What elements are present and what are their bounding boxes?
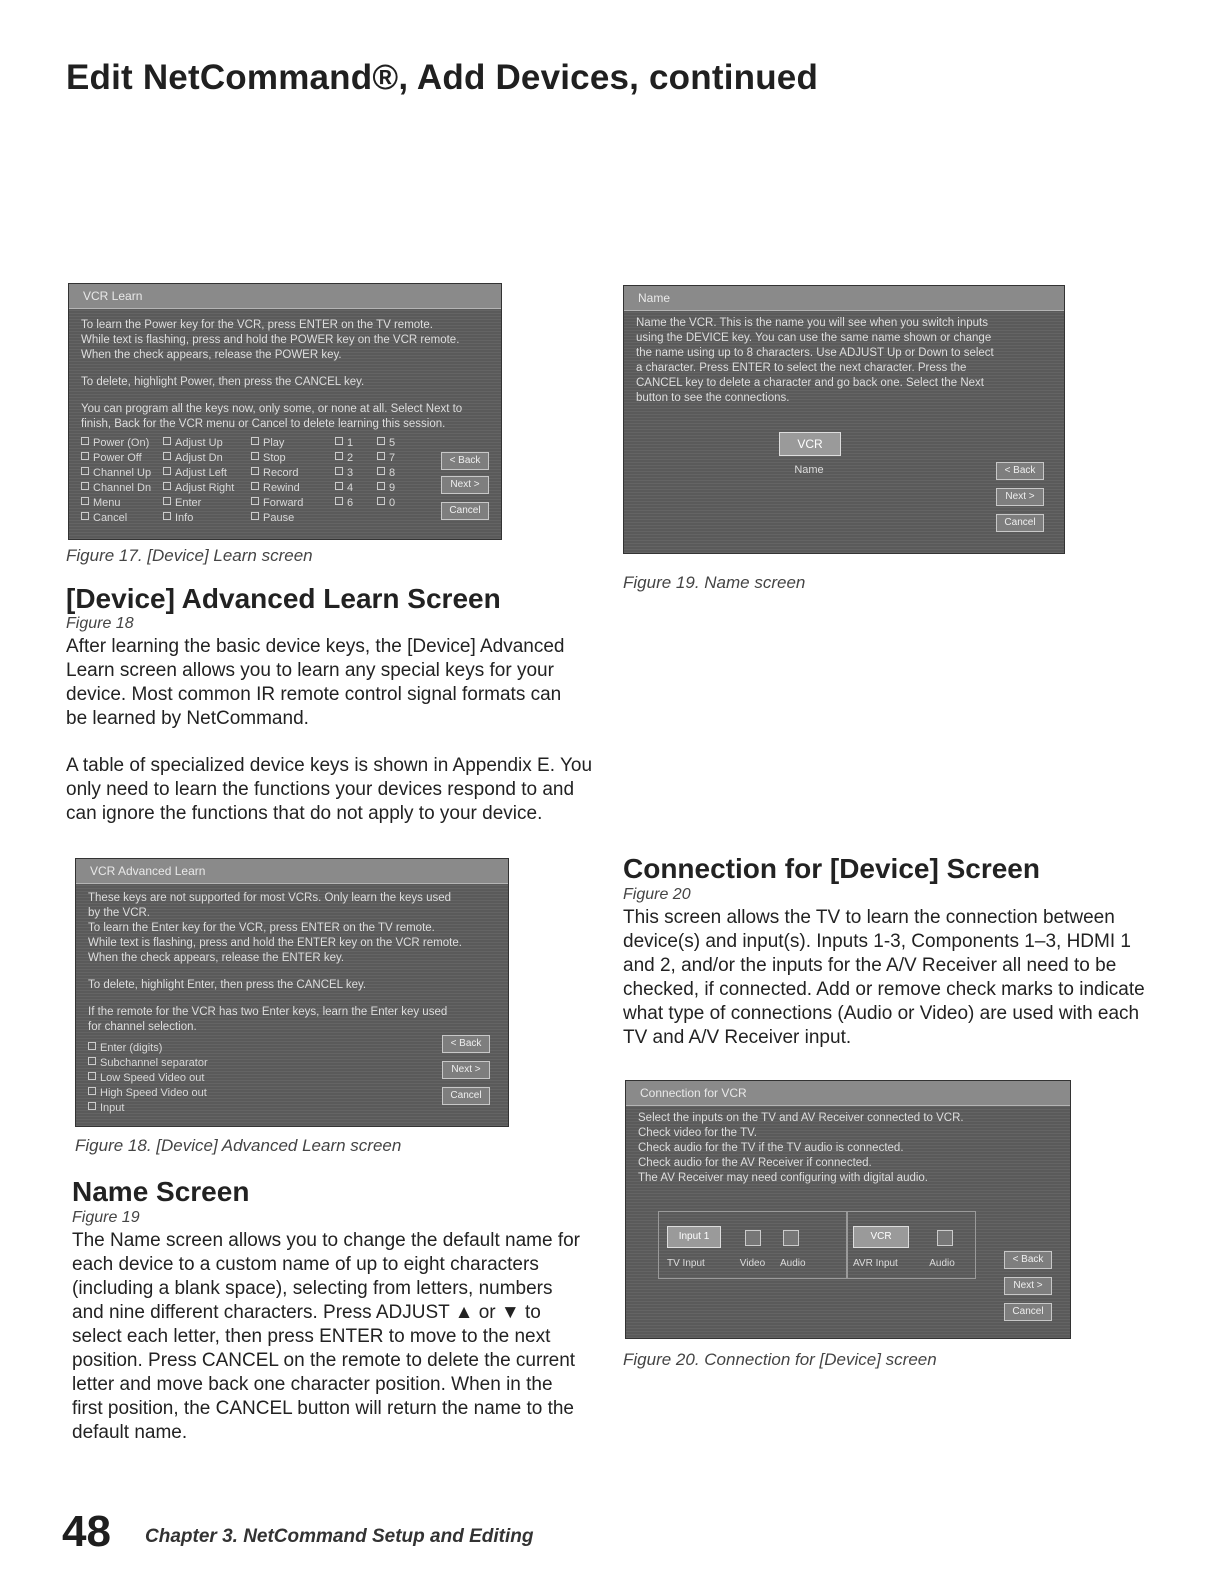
tv-input-select[interactable]: Input 1	[667, 1226, 721, 1248]
key-item: Power (On)	[81, 436, 163, 451]
avr-audio-label: Audio	[929, 1258, 955, 1269]
next-button[interactable]: Next >	[442, 1061, 490, 1079]
video-label: Video	[739, 1258, 766, 1269]
next-button[interactable]: Next >	[441, 476, 489, 494]
cancel-button[interactable]: Cancel	[441, 502, 489, 520]
screen-instructions: To learn the Power key for the VCR, press ENTER on the TV remote. While text is flashing, press and hold the POWER key on the VCR remote. When the check appears, release the POWER key. To delete, highlight Power, then press the CANCEL key. You can program all the keys now, only some, or none at all. Select Next to finish, Back for the VCR menu or Cancel to delete learning this session.	[81, 319, 463, 430]
screen-title: Name	[624, 286, 1064, 311]
name-screen-para: The Name screen allows you to change the default name for each device to a custom name of up to eight characters (including a blank space), selecting from letters, numbers and nine different characters. Press ADJUST ▲ or ▼ to select each letter, then press ENTER to move to the next position. Press CANCEL on the remote to delete the current letter and move back one character position. When in the first position, the CANCEL button will return the name to the default name.	[72, 1230, 581, 1443]
advanced-key-list	[88, 1041, 288, 1116]
tv-input-group	[658, 1211, 848, 1279]
back-button[interactable]: < Back	[441, 452, 489, 470]
advanced-learn-para-1: After learning the basic device keys, the [Device] Advanced Learn screen allows you to learn any special keys for your device. Most common IR remote control signal formats can be learned by NetCommand.	[66, 636, 565, 729]
connection-screen-figure	[625, 1080, 1071, 1339]
screen-title: VCR Learn	[69, 284, 501, 309]
figure-20-ref: Figure 20	[623, 886, 691, 903]
key-item: Subchannel separator	[88, 1056, 288, 1071]
cancel-button[interactable]: Cancel	[442, 1087, 490, 1105]
back-button[interactable]: < Back	[442, 1035, 490, 1053]
audio-label: Audio	[780, 1258, 806, 1269]
learn-key-list: Power (On) Adjust Up Play 1 5 Power Off Adjust Dn Stop 2 7 Channel Up Adjust Left Record 3 8 Channel Dn Adjust Right Rewind 4 9 Menu Enter Forward 6 0 Cancel Info Pause	[81, 436, 421, 526]
key-item: Input	[88, 1101, 288, 1116]
page-number: 48	[62, 1507, 111, 1556]
figure-19-ref: Figure 19	[72, 1209, 140, 1226]
screen-instructions: Select the inputs on the TV and AV Receiver connected to VCR. Check video for the TV. Check audio for the TV if the TV audio is connected. Check audio for the AV Receiver if connected. The AV Receiver may need configuring with digital audio.	[638, 1112, 964, 1184]
advanced-learn-screen-figure	[75, 858, 509, 1127]
figure-18-caption: Figure 18. [Device] Advanced Learn screen	[75, 1136, 402, 1155]
figure-19-caption: Figure 19. Name screen	[623, 573, 806, 592]
figure-18-ref: Figure 18	[66, 615, 134, 632]
tv-input-label: TV Input	[667, 1258, 705, 1269]
figure-17-caption: Figure 17. [Device] Learn screen	[66, 546, 313, 565]
tv-audio-checkbox[interactable]	[783, 1230, 799, 1246]
key-item: High Speed Video out	[88, 1086, 288, 1101]
name-label: Name	[794, 464, 824, 476]
tv-video-checkbox[interactable]	[745, 1230, 761, 1246]
connection-para: This screen allows the TV to learn the connection between device(s) and input(s). Inputs 1-3, Components 1–3, HDMI 1 and 2, and/or the inputs for the A/V Receiver all need to be checked, if connected. Add or remove check marks to indicate what type of connections (Audio or Video) are used with each TV and A/V Receiver input.	[623, 907, 1145, 1048]
next-button[interactable]: Next >	[996, 488, 1044, 506]
figure-20-caption: Figure 20. Connection for [Device] screen	[623, 1350, 937, 1369]
avr-audio-checkbox[interactable]	[937, 1230, 953, 1246]
key-item: Enter (digits)	[88, 1041, 288, 1056]
screen-title: VCR Advanced Learn	[76, 859, 508, 884]
connection-heading: Connection for [Device] Screen	[623, 853, 1040, 884]
name-screen-figure	[623, 285, 1065, 554]
back-button[interactable]: < Back	[996, 462, 1044, 480]
learn-screen-figure	[68, 283, 502, 540]
name-screen-heading: Name Screen	[72, 1176, 250, 1207]
back-button[interactable]: < Back	[1004, 1251, 1052, 1269]
avr-input-group	[846, 1211, 976, 1279]
screen-instructions: These keys are not supported for most VCRs. Only learn the keys used by the VCR. To learn the Enter key for the VCR, press ENTER on the TV remote. While text is flashing, press and hold the ENTER key on the VCR remote. When the check appears, release the ENTER key. To delete, highlight Enter, then press the CANCEL key. If the remote for the VCR has two Enter keys, learn the Enter key used for channel selection.	[88, 892, 462, 1033]
cancel-button[interactable]: Cancel	[1004, 1303, 1052, 1321]
key-item: Low Speed Video out	[88, 1071, 288, 1086]
screen-instructions: Name the VCR. This is the name you will see when you switch inputs using the DEVICE key. You can use the same name shown or change the name using up to 8 characters. Use ADJUST Up or Down to select a character. Press ENTER to select the next character. Press the CANCEL key to delete a character and go back one. Select the Next button to see the connections.	[636, 317, 994, 404]
next-button[interactable]: Next >	[1004, 1277, 1052, 1295]
advanced-learn-para-2: A table of specialized device keys is shown in Appendix E. You only need to learn the functions your devices respond to and can ignore the functions that do not apply to your device.	[66, 755, 593, 824]
name-input[interactable]: VCR	[779, 432, 841, 456]
cancel-button[interactable]: Cancel	[996, 514, 1044, 532]
avr-input-label: AVR Input	[853, 1258, 898, 1269]
chapter-title: Chapter 3. NetCommand Setup and Editing	[145, 1526, 534, 1547]
page-title: Edit NetCommand®, Add Devices, continued	[66, 58, 819, 97]
avr-input-select[interactable]: VCR	[853, 1226, 909, 1248]
screen-title: Connection for VCR	[626, 1081, 1070, 1106]
advanced-learn-heading: [Device] Advanced Learn Screen	[66, 583, 501, 614]
